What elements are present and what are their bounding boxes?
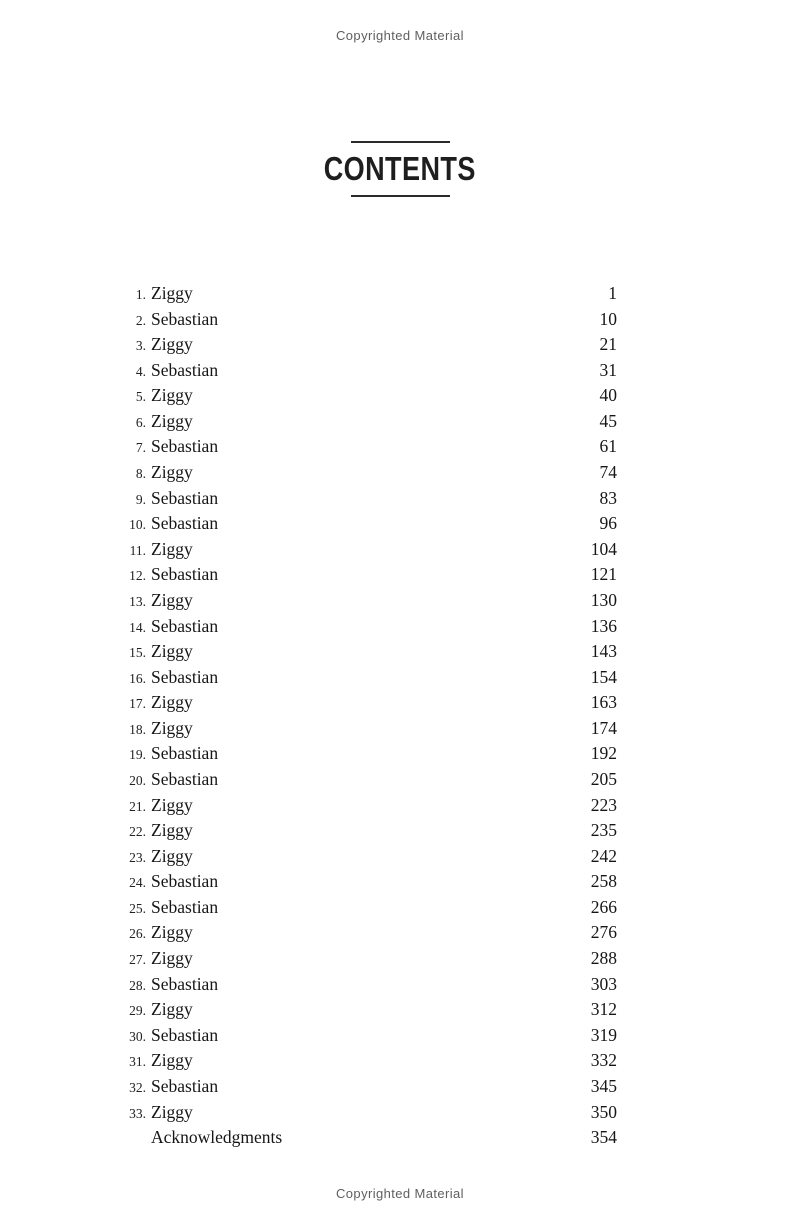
page-number: 154 bbox=[590, 666, 617, 687]
toc-entry bbox=[110, 946, 617, 972]
chapter-title: Sebastian bbox=[151, 359, 219, 380]
page-number: 96 bbox=[599, 513, 617, 534]
toc-entry bbox=[110, 409, 617, 435]
chapter-title: Sebastian bbox=[151, 871, 219, 892]
chapter-title: Sebastian bbox=[151, 1075, 219, 1096]
chapter-title: Sebastian bbox=[151, 487, 219, 508]
chapter-number: 7. bbox=[135, 440, 146, 456]
page-number: 163 bbox=[590, 692, 617, 713]
chapter-number: 17. bbox=[129, 696, 146, 712]
chapter-title: Ziggy bbox=[151, 538, 193, 559]
toc-entry bbox=[110, 741, 617, 767]
page-number: 10 bbox=[599, 308, 617, 329]
toc-entry bbox=[110, 972, 617, 998]
page-number: 130 bbox=[590, 589, 617, 610]
page-number: 40 bbox=[599, 385, 617, 406]
chapter-title: Sebastian bbox=[151, 564, 219, 585]
toc-entry bbox=[110, 665, 617, 691]
chapter-title: Ziggy bbox=[151, 692, 193, 713]
chapter-number: 29. bbox=[129, 1003, 146, 1019]
chapter-title: Ziggy bbox=[151, 283, 193, 303]
page-number: 354 bbox=[590, 1127, 617, 1148]
page-number: 21 bbox=[599, 334, 617, 355]
page-number: 319 bbox=[590, 1024, 617, 1045]
chapter-title: Ziggy bbox=[151, 717, 193, 738]
toc-entry bbox=[110, 1100, 617, 1126]
chapter-number: 2. bbox=[135, 312, 146, 328]
chapter-title: Sebastian bbox=[151, 513, 219, 534]
chapter-title: Ziggy bbox=[151, 1050, 193, 1071]
chapter-number: 13. bbox=[129, 593, 146, 609]
contents-heading bbox=[0, 141, 800, 197]
toc-entry bbox=[110, 537, 617, 563]
page-number: 192 bbox=[590, 743, 617, 764]
chapter-number: 16. bbox=[129, 670, 146, 686]
chapter-number: 33. bbox=[129, 1105, 146, 1121]
toc-entry bbox=[110, 614, 617, 640]
chapter-number: 8. bbox=[135, 466, 146, 482]
chapter-title: Ziggy bbox=[151, 845, 193, 866]
chapter-title: Ziggy bbox=[151, 589, 193, 610]
toc-entry bbox=[110, 895, 617, 921]
page-number: 258 bbox=[590, 871, 617, 892]
copyright-notice-bottom: Copyrighted Material bbox=[336, 1186, 464, 1201]
toc-entry bbox=[110, 486, 617, 512]
toc-entry bbox=[110, 307, 617, 333]
page-number: 223 bbox=[590, 794, 617, 815]
toc-entry bbox=[110, 588, 617, 614]
chapter-number: 24. bbox=[129, 875, 146, 891]
page-number: 345 bbox=[590, 1075, 617, 1096]
page-number: 104 bbox=[590, 538, 617, 559]
chapter-number: 30. bbox=[129, 1028, 146, 1044]
chapter-number: 12. bbox=[129, 568, 146, 584]
heading-rule-bottom bbox=[351, 195, 450, 197]
page-number: 288 bbox=[590, 948, 617, 969]
toc-entry bbox=[110, 434, 617, 460]
chapter-number: 4. bbox=[135, 363, 146, 379]
copyright-notice-top: Copyrighted Material bbox=[336, 28, 464, 43]
chapter-number: 19. bbox=[129, 747, 146, 763]
toc-entry bbox=[110, 1048, 617, 1074]
chapter-number: 32. bbox=[129, 1079, 146, 1095]
chapter-title: Sebastian bbox=[151, 896, 219, 917]
chapter-number: 18. bbox=[129, 721, 146, 737]
chapter-number: 3. bbox=[135, 338, 146, 354]
heading-rule-top bbox=[351, 141, 450, 143]
toc-entry bbox=[110, 690, 617, 716]
page-number: 45 bbox=[599, 410, 617, 431]
chapter-title: Sebastian bbox=[151, 973, 219, 994]
page-number: 303 bbox=[590, 973, 617, 994]
chapter-number: 20. bbox=[129, 772, 146, 788]
chapter-title: Acknowledgments bbox=[151, 1127, 283, 1148]
chapter-number: 28. bbox=[129, 977, 146, 993]
page-number: 136 bbox=[590, 615, 617, 636]
toc-entry bbox=[110, 818, 617, 844]
toc-entry bbox=[110, 1074, 617, 1100]
toc-list bbox=[110, 281, 617, 1151]
chapter-title: Sebastian bbox=[151, 436, 219, 457]
page-number: 350 bbox=[590, 1101, 617, 1122]
toc-entry bbox=[110, 767, 617, 793]
chapter-number: 1. bbox=[135, 287, 146, 302]
toc-entry bbox=[110, 1023, 617, 1049]
toc-entry bbox=[110, 562, 617, 588]
page-number: 205 bbox=[590, 768, 617, 789]
chapter-number: 6. bbox=[135, 414, 146, 430]
toc-entry bbox=[110, 920, 617, 946]
chapter-title: Sebastian bbox=[151, 615, 219, 636]
chapter-number: 11. bbox=[129, 542, 146, 558]
page-number: 276 bbox=[590, 922, 617, 943]
toc-entry bbox=[110, 281, 617, 307]
chapter-title: Ziggy bbox=[151, 385, 193, 406]
page-number: 235 bbox=[590, 820, 617, 841]
chapter-title: Ziggy bbox=[151, 1101, 193, 1122]
page-number: 74 bbox=[599, 462, 617, 483]
toc-entry bbox=[110, 358, 617, 384]
chapter-number: 27. bbox=[129, 952, 146, 968]
chapter-title: Ziggy bbox=[151, 794, 193, 815]
chapter-title: Ziggy bbox=[151, 462, 193, 483]
toc-entry bbox=[110, 1125, 617, 1151]
chapter-number: 25. bbox=[129, 900, 146, 916]
chapter-number: 21. bbox=[129, 798, 146, 814]
chapter-title: Ziggy bbox=[151, 948, 193, 969]
page-number: 242 bbox=[590, 845, 617, 866]
page-number: 1 bbox=[608, 283, 617, 303]
chapter-number: 26. bbox=[129, 926, 146, 942]
chapter-title: Ziggy bbox=[151, 410, 193, 431]
toc-entry bbox=[110, 332, 617, 358]
chapter-number: 23. bbox=[129, 849, 146, 865]
page-title: CONTENTS bbox=[323, 150, 477, 187]
page-number: 312 bbox=[590, 999, 617, 1020]
toc-entry bbox=[110, 869, 617, 895]
chapter-title: Ziggy bbox=[151, 820, 193, 841]
toc-entry bbox=[110, 511, 617, 537]
toc-entry bbox=[110, 997, 617, 1023]
chapter-number: 22. bbox=[129, 824, 146, 840]
page-number: 121 bbox=[590, 564, 617, 585]
chapter-number: 15. bbox=[129, 645, 146, 661]
page-number: 61 bbox=[599, 436, 617, 457]
toc-entry bbox=[110, 383, 617, 409]
toc-entry bbox=[110, 460, 617, 486]
page-number: 266 bbox=[590, 896, 617, 917]
toc-entry bbox=[110, 716, 617, 742]
chapter-title: Sebastian bbox=[151, 1024, 219, 1045]
chapter-title: Sebastian bbox=[151, 768, 219, 789]
page-number: 83 bbox=[599, 487, 617, 508]
toc-entry bbox=[110, 639, 617, 665]
chapter-number: 10. bbox=[129, 517, 146, 533]
chapter-title: Sebastian bbox=[151, 743, 219, 764]
chapter-title: Sebastian bbox=[151, 666, 219, 687]
chapter-title: Sebastian bbox=[151, 308, 219, 329]
toc-entry bbox=[110, 844, 617, 870]
chapter-number: 14. bbox=[129, 619, 146, 635]
chapter-number: 5. bbox=[135, 389, 146, 405]
chapter-number: 31. bbox=[129, 1054, 146, 1070]
chapter-title: Ziggy bbox=[151, 641, 193, 662]
toc-entry bbox=[110, 793, 617, 819]
chapter-title: Ziggy bbox=[151, 999, 193, 1020]
page-number: 143 bbox=[590, 641, 617, 662]
chapter-number: 9. bbox=[135, 491, 146, 507]
page-number: 31 bbox=[599, 359, 617, 380]
page-number: 332 bbox=[590, 1050, 617, 1071]
chapter-title: Ziggy bbox=[151, 922, 193, 943]
chapter-title: Ziggy bbox=[151, 334, 193, 355]
page-number: 174 bbox=[590, 717, 617, 738]
